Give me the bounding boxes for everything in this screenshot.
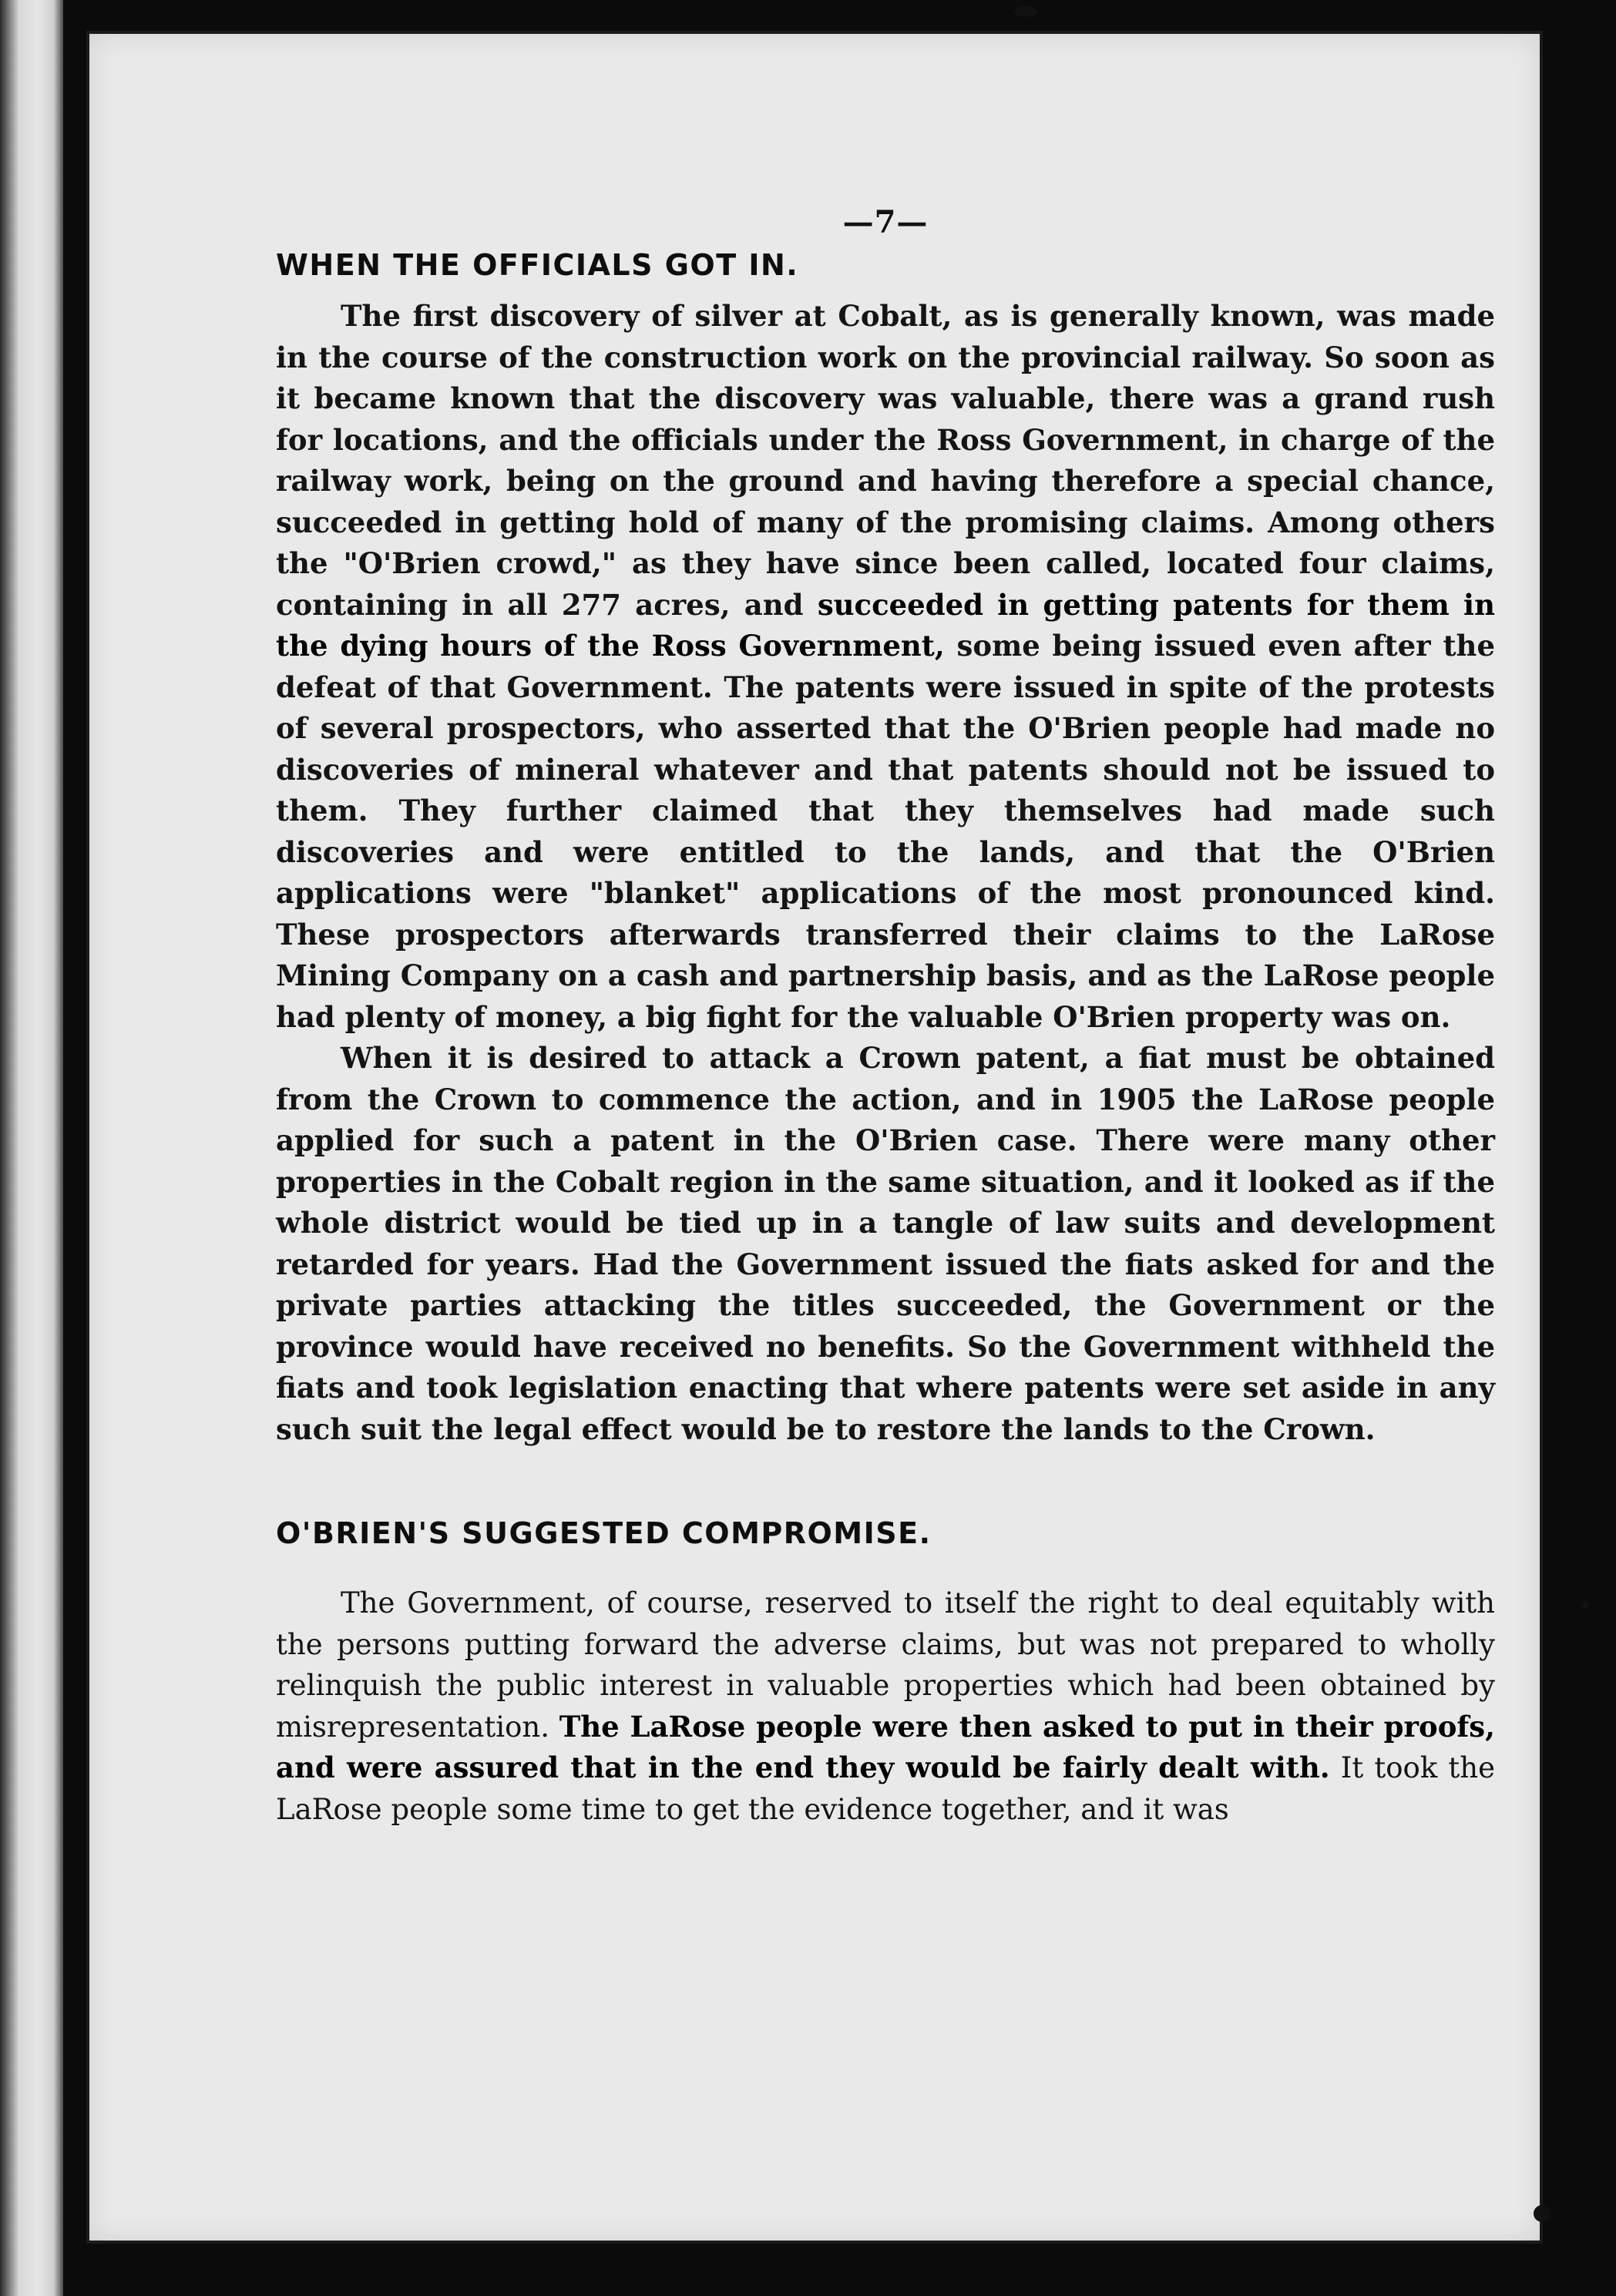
page-number: —7— [842,204,929,240]
scan-speck [1014,6,1037,17]
paragraph-equity-emphasis: The LaRose people were then asked to put in their proofs, and were assured that in the end they would be fairly dealt with. [276,1709,1496,1784]
scan-speck [1534,2205,1550,2222]
paragraph-equity-part-b: It took the LaRose people some time to get the evidence together, and it was [276,1751,1495,1826]
page-content [276,204,1495,1830]
document-page [86,31,1543,2244]
adjacent-page-edge [0,0,63,2296]
paragraph-discovery-emphasis: succeeded in getting patents for them in the dying hours of the Ross Government, [276,587,1495,663]
paragraph-government-equity [276,1583,1495,1830]
section-heading-officials: WHEN THE OFFICIALS GOT IN. [276,248,799,282]
paragraph-discovery-part-b: some being issued even after the defeat of that Government. The patents were issued in spite of the protests of several prospectors, who asserted that the O'Brien people had made no discoveries of mineral whatever and that patents should not be issued to them. They further claimed that they themselves had made such discoveries and were entitled to the lands, and that the O'Brien applications were "blanket" applications of the most pronounced kind. These prospectors afterwards transferred their claims to the LaRose Mining Company on a cash and partnership basis, and as the LaRose people had plenty of money, a big fight for the valuable O'Brien property was on. [276,629,1495,1034]
paragraph-crown-patent: When it is desired to attack a Crown patent, a fiat must be obtained from the Crown to commence the action, and in 1905 the LaRose people applied for such a patent in the O'Brien case. There were many other properties in the Cobalt region in the same situation, and it looked as if the whole district would be tied up in a tangle of law suits and development retarded for years. Had the Government issued the fiats asked for and the private parties attacking the titles succeeded, the Government or the province would have received no benefits. So the Government withheld the fiats and took legislation enacting that where patents were set aside in any such suit the legal effect would be to restore the lands to the Crown. [276,1041,1495,1446]
paragraph-discovery-part-a: The first discovery of silver at Cobalt, as is generally known, was made in the course of the construction work on the provincial railway. So soon as it became known that the discovery was valuable, there was a grand rush for locations, and the officials under the Ross Government, in charge of the railway work, being on the ground and having therefore a special chance, succeeded in getting hold of many of the promising claims. Among others the "O'Brien crowd," as they have since been called, located four claims, containing in all 277 acres, and [276,299,1495,622]
paragraph-discovery [276,296,1495,1038]
scan-speck [1581,1601,1589,1609]
paragraph-equity-part-a: The Government, of course, reserved to itself the right to deal equitably with the persons putting forward the adverse claims, but was not prepared to wholly relinquish the public interest in valuable properties which had been obtained by misrepresentation. [276,1586,1495,1744]
section-heading-compromise: O'BRIEN'S SUGGESTED COMPROMISE. [276,1516,932,1550]
